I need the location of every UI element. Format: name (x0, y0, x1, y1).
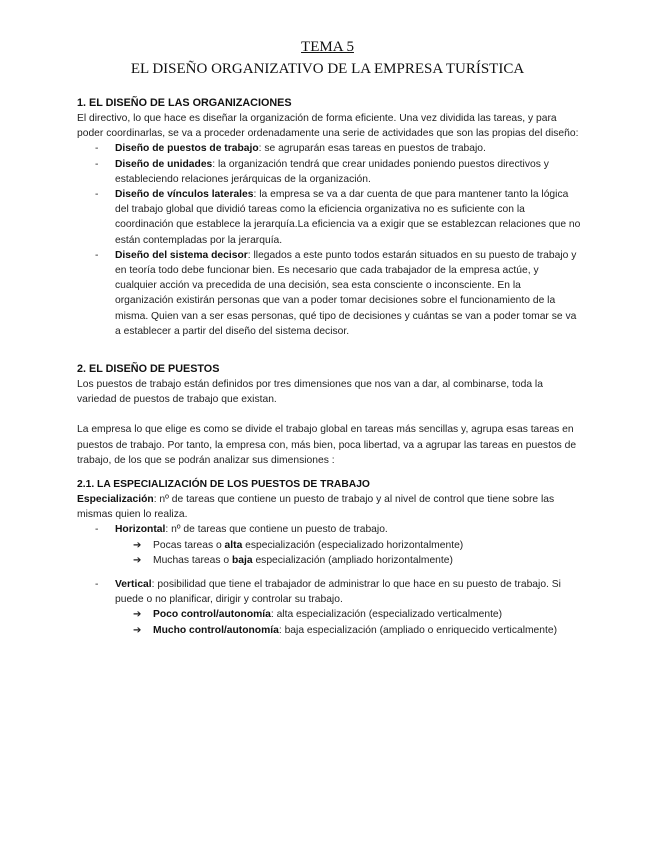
arrow-right-icon: ➔ (133, 624, 142, 636)
section-1-heading: 1. EL DISEÑO DE LAS ORGANIZACIONES (77, 97, 292, 109)
sub-list-item: ➔ Poco control/autonomía: alta especialización (especializado verticalmente) (115, 607, 582, 622)
design-activities-list (77, 141, 582, 339)
list-item (77, 248, 582, 339)
horizontal-sublist (115, 538, 582, 568)
item-text: : la empresa se va a dar cuenta de que para mantener tanto la lógica del trabajo global que dividió tareas como la eficiencia organizativa no es suficiente con la coordinación que establece la jerarquía.La eficiencia va a exigir que se establezcan relaciones que no están contempladas por la jerarquía. (115, 189, 581, 246)
arrow-right-icon: ➔ (133, 539, 142, 551)
arrow-right-icon: ➔ (133, 609, 142, 621)
item-text: : llegados a este punto todos estarán situados en su puesto de trabajo y en teoría todo debe funcionar bien. Es necesario que cada trabajador de la empresa actúe, y cualquier acción va precedida de una decisión, sea esta consciente o inconsciente. En la organización existirán personas que van a poder tomar decisiones sobre el funcionamiento de la misma. Quien van a ser esas personas, qué tipo de decisiones y cuántas se van a poder tomar se va a establecer a partir del diseño del sistema decisor. (115, 249, 577, 337)
vertical-sublist (115, 607, 582, 637)
item-text: : posibilidad que tiene el trabajador de administrar lo que hace en su puesto de trabajo. Si puede o no planificar, dirigir y controlar su trabajo. (115, 579, 561, 606)
specialization-definition (77, 492, 582, 522)
item-text: : se agruparán esas tareas en puestos de trabajo. (258, 143, 486, 155)
specialization-types-list (77, 522, 582, 637)
definition-text: : nº de tareas que contiene un puesto de trabajo y al nivel de control que tiene sobre las mismas quien lo realiza. (77, 494, 555, 521)
list-item (77, 157, 582, 187)
item-term: Diseño del sistema decisor (115, 249, 248, 261)
arrow-right-icon: ➔ (133, 554, 142, 566)
item-term: Horizontal (115, 524, 166, 536)
document-title: EL DISEÑO ORGANIZATIVO DE LA EMPRESA TURÍSTICA (130, 61, 525, 77)
item-term: Diseño de puestos de trabajo (115, 143, 259, 155)
item-term: Vertical (115, 579, 152, 591)
definition-term: Especialización (77, 494, 154, 506)
document-body (77, 96, 582, 638)
item-term: Diseño de unidades (115, 158, 213, 170)
item-text: : nº de tareas que contiene un puesto de trabajo. (165, 524, 388, 536)
item-term: Diseño de vínculos laterales (115, 189, 254, 201)
sub-list-item: ➔ Pocas tareas o alta especialización (especializado horizontalmente) (115, 538, 582, 553)
section-2-paragraph-1: Los puestos de trabajo están definidos por tres dimensiones que nos van a dar, al combinarse, toda la variedad de puestos de trabajo que existan. (77, 379, 543, 406)
section-2-1-heading: 2.1. LA ESPECIALIZACIÓN DE LOS PUESTOS DE TRABAJO (77, 479, 370, 491)
section-1-intro: El directivo, lo que hace es diseñar la organización de forma eficiente. Una vez dividida las tareas, y para poder coordinarlas, se va a proceder ordenadamente una serie de actividades que son las propias del diseño: (77, 113, 579, 140)
sub-list-item: ➔ Muchas tareas o baja especialización (ampliado horizontalmente) (115, 553, 582, 568)
section-2-paragraph-2: La empresa lo que elige es como se divide el trabajo global en tareas más sencillas y, agrupa esas tareas en puestos de trabajo. Por tanto, la empresa con, más bien, poca libertad, va a agrupar las tareas en puestos de trabajo, de los que se podrán analizar sus dimensiones : (77, 424, 577, 466)
tema-label: TEMA 5 (301, 39, 354, 55)
sub-list-item: ➔ Mucho control/autonomía: baja especialización (ampliado o enriquecido verticalmente) (115, 623, 582, 638)
section-2-heading: 2. EL DISEÑO DE PUESTOS (77, 363, 220, 376)
list-item (77, 141, 582, 156)
item-text: : la organización tendrá que crear unidades poniendo puestos directivos y estableciendo relaciones jerárquicas de la organización. (115, 158, 549, 185)
list-item (77, 187, 582, 248)
list-item (77, 522, 582, 568)
list-item (77, 577, 582, 638)
